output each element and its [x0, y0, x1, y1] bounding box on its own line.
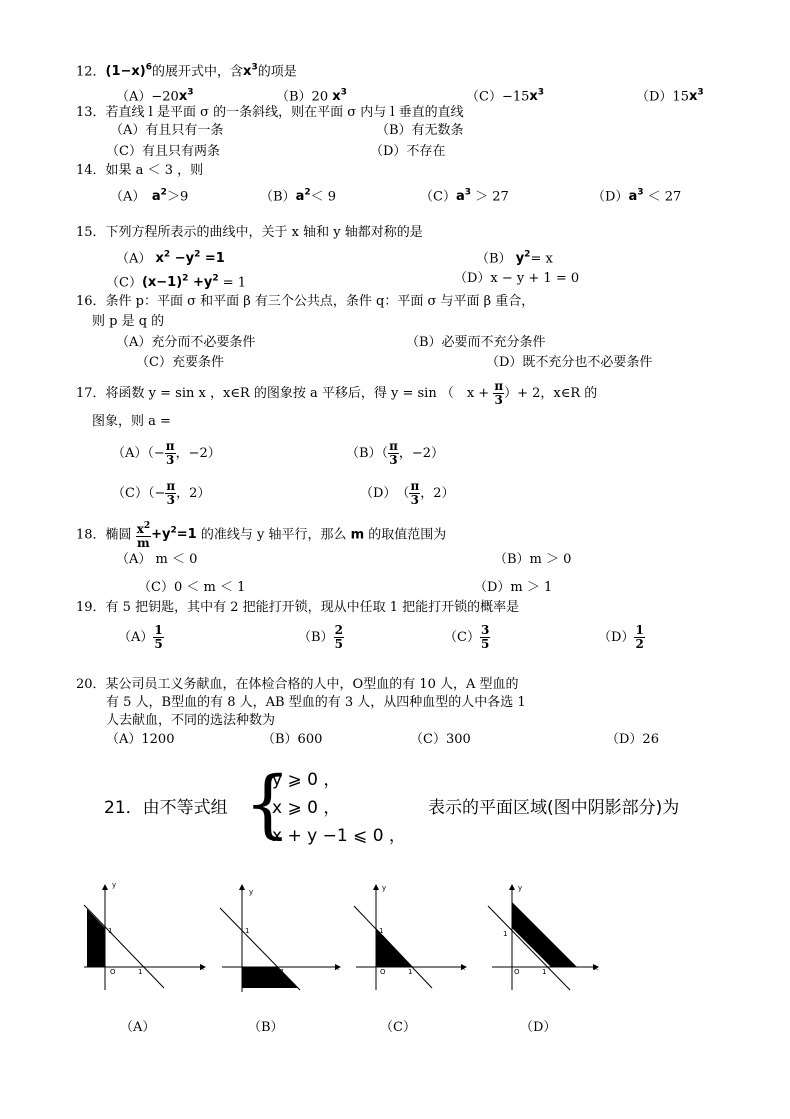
q15-option-d: （D）x − y + 1 = 0 — [454, 271, 580, 286]
q12-option-c: $(C)-15x^3$ — [466, 88, 545, 105]
svg-text:O: O — [110, 968, 116, 976]
q19-option-d: （D） $\frac{1}{2}$ — [598, 623, 644, 651]
q14-option-d: $(D)a^3 < 27$ — [592, 188, 682, 205]
graph-c — [354, 884, 466, 990]
q18-option-b: （B）m ＞ 0 — [494, 552, 572, 567]
graph-a-label: （A） — [120, 1020, 156, 1035]
svg-text:O: O — [380, 968, 386, 976]
q13-stem: 13．若直线 l 是平面 σ 的一条斜线，则在平面 σ 内与 l 垂直的直线 — [76, 105, 464, 120]
q20-line-1: 20．某公司员工义务献血，在体检合格的人中，O型血的有 10 人，A 型血的 — [76, 677, 519, 692]
graph-d-shaded-region — [512, 902, 577, 967]
q17-option-d: （D） （ $\frac{\pi}{3}$ ，2） — [360, 479, 455, 507]
q13-option-d: （D）不存在 — [370, 144, 446, 159]
q21-condition-1: y ⩾ 0 ， — [272, 770, 341, 790]
q12-option-b: （B）20 $x^3$ — [276, 88, 347, 105]
q12-option-a: $(A)-20x^3$ — [116, 88, 194, 105]
svg-text:x: x — [594, 964, 599, 972]
q15-stem: 15．下列方程所表示的曲线中，关于 x 轴和 y 轴都对称的是 — [76, 225, 423, 240]
q16-option-b: （B）必要而不充分条件 — [406, 335, 546, 350]
svg-text:O: O — [246, 968, 252, 976]
svg-text:y: y — [112, 881, 117, 889]
q19-option-b: （B） $\frac{2}{5}$ — [298, 623, 343, 651]
graph-b — [220, 885, 340, 992]
q21-prefix: 21．由不等式组 — [104, 798, 228, 818]
q17-stem-2: 图象，则 a = — [92, 414, 171, 429]
svg-text:x: x — [461, 964, 466, 972]
q21-brace: { — [244, 761, 292, 847]
svg-text:x: x — [200, 964, 205, 972]
q17-option-a: （A）（− $\frac{\pi}{3}$ ，−2） — [112, 439, 221, 467]
svg-text:1: 1 — [108, 927, 113, 935]
q14-option-a: （A） $a^2>9$ — [110, 188, 189, 205]
svg-text:x: x — [335, 964, 340, 972]
svg-text:y: y — [382, 884, 387, 892]
svg-text:1: 1 — [542, 968, 547, 976]
svg-text:1: 1 — [280, 968, 285, 976]
graph-d-label: （D） — [520, 1020, 557, 1035]
q16-stem: 16．条件 p：平面 σ 和平面 β 有三个公共点，条件 q：平面 σ 与平面 β 重合， — [76, 294, 535, 309]
q17-option-c: （C）（− $\frac{\pi}{3}$ ，2） — [112, 479, 211, 507]
graph-c-label: （C） — [380, 1020, 416, 1035]
q20-option-a: （A）1200 — [106, 732, 175, 747]
q21-suffix: 表示的平面区域(图中阴影部分)为 — [428, 798, 680, 818]
q18-stem: 18．椭圆 $\frac{x^2}{m}$ $+y^2=1$ 的准线与 y 轴平行，那么 m 的取值范围为 — [76, 520, 447, 550]
q18-option-d: （D）m ＞ 1 — [474, 580, 553, 595]
q20-option-b: （B）600 — [262, 732, 323, 747]
q13-option-a: （A）有且只有一条 — [110, 123, 224, 138]
q18-option-c: （C）0 ＜ m ＜ 1 — [138, 580, 246, 595]
svg-text:1: 1 — [503, 930, 508, 938]
q18-option-a: （A） m ＜ 0 — [116, 552, 198, 567]
q15-option-a: （A） $x^2 -y^2 =1$ — [116, 250, 225, 267]
q13-option-b: （B）有无数条 — [376, 123, 464, 138]
q20-option-d: （D）26 — [606, 732, 659, 747]
q21-condition-2: x ⩾ 0 ， — [272, 798, 341, 818]
svg-text:y: y — [249, 888, 254, 896]
q19-stem: 19．有 5 把钥匙，其中有 2 把能打开锁，现从中任取 1 把能打开锁的概率是 — [76, 600, 520, 615]
q12-stem: 12．$(1-x)^6$的展开式中，含$x^3$的项是 — [76, 63, 297, 80]
q20-line-3: 人去献血，不同的选法种数为 — [106, 713, 276, 728]
q15-option-c: $(C)(x-1)^2 +y^2 = 1$ — [106, 274, 247, 291]
q20-option-c: （C）300 — [410, 732, 471, 747]
q20-line-2: 有 5 人，B型血的有 8 人，AB 型血的有 3 人，从四种血型的人中各选 1 — [106, 695, 526, 710]
q14-stem: 14．如果 a ＜ 3 ，则 — [76, 163, 204, 178]
graph-a — [84, 881, 205, 990]
q17-stem: 17．将函数 y = sin x ，x∈R 的图象按 a 平移后，得 y = sin （ x + $\frac{\pi}{3}$ ）+ 2，x∈R 的 — [76, 379, 598, 407]
graph-d — [488, 884, 598, 990]
svg-text:1: 1 — [138, 968, 143, 976]
q15-option-b: （B） $y^2= x$ — [476, 250, 553, 267]
q16-stem-2: 则 p 是 q 的 — [92, 314, 165, 329]
q14-option-b: $(B)a^2< 9$ — [260, 188, 337, 205]
q16-option-a: （A）充分而不必要条件 — [116, 335, 256, 350]
q19-option-a: （A） $\frac{1}{5}$ — [118, 623, 163, 651]
svg-text:1: 1 — [408, 968, 413, 976]
q21-condition-3: x + y −1 ⩽ 0 ， — [272, 826, 406, 846]
graph-b-label: （B） — [248, 1020, 284, 1035]
q12-option-d: $(D)15x^3$ — [636, 88, 704, 105]
q14-option-c: $(C)a^3 > 27$ — [420, 188, 509, 205]
svg-text:1: 1 — [379, 927, 384, 935]
svg-text:O: O — [514, 968, 520, 976]
svg-text:y: y — [518, 884, 523, 892]
q16-option-c: （C）充要条件 — [136, 355, 224, 370]
q17-option-b: （B）（ $\frac{\pi}{3}$ ，−2） — [346, 439, 445, 467]
q13-option-c: （C）有且只有两条 — [106, 144, 220, 159]
q19-option-c: （C） $\frac{3}{5}$ — [444, 623, 490, 651]
q16-option-d: （D）既不充分也不必要条件 — [486, 355, 653, 370]
svg-text:1: 1 — [245, 927, 250, 935]
